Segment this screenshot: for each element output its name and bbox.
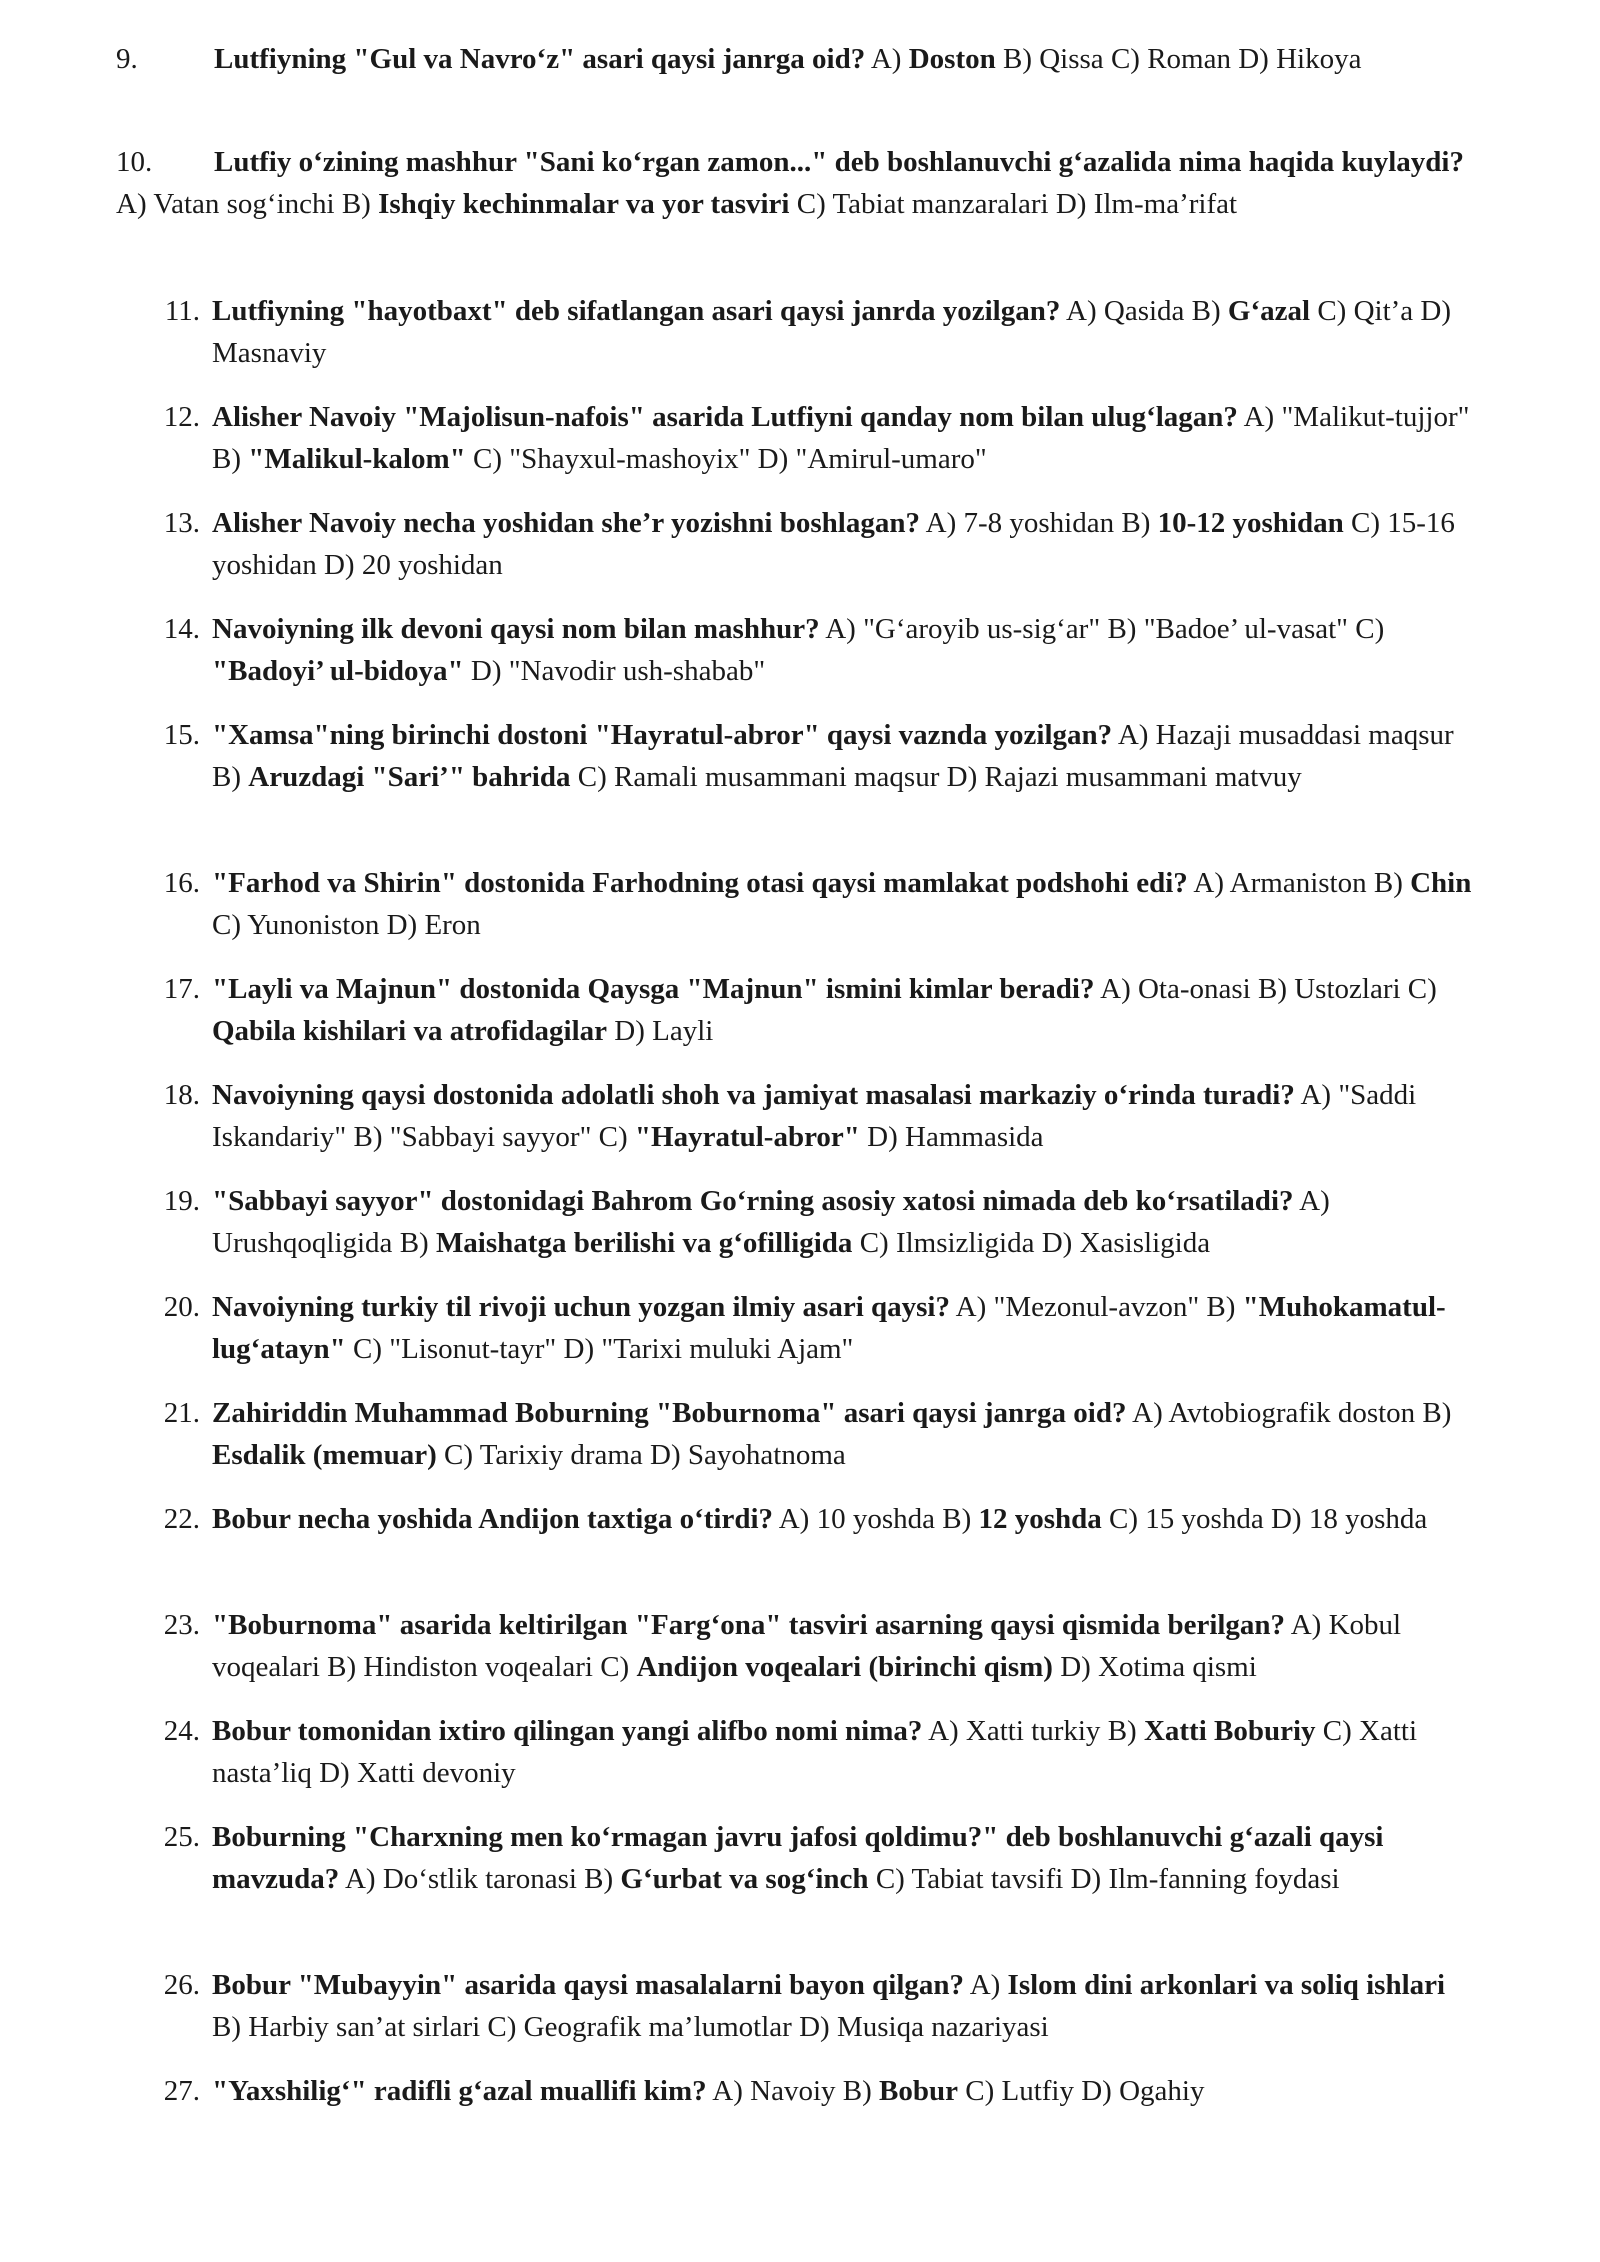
option-label: B) [942, 1503, 972, 1535]
question-12 [150, 396, 1480, 480]
question-body [116, 146, 1464, 220]
question-16 [150, 862, 1480, 946]
correct-answer-text: G‘urbat va sog‘inch [620, 1863, 869, 1895]
question-21 [150, 1392, 1480, 1476]
option-text: Armaniston [1229, 867, 1367, 899]
question-13 [150, 502, 1480, 586]
option-text: "G‘aroyib us-sig‘ar" [863, 613, 1101, 645]
option-label: A) [1100, 973, 1131, 1005]
question-23 [150, 1604, 1480, 1688]
option-label: D) [323, 549, 355, 581]
question-11 [150, 290, 1480, 374]
question-number: 23. [163, 1609, 200, 1641]
option-label: B) [1257, 973, 1287, 1005]
option-label: B) [1422, 1397, 1452, 1429]
question-text: Navoiyning qaysi dostonida adolatli shoh va jamiyat masalasi markaziy o‘rinda turadi? [212, 1079, 1295, 1111]
option-text: Tabiat manzaralari [832, 188, 1049, 220]
option-text: Hikoya [1276, 43, 1362, 75]
question-22 [150, 1498, 1480, 1540]
question-text: Bobur tomonidan ixtiro qilingan yangi alifbo nomi nima? [212, 1715, 923, 1747]
option-text: Ilmsizligida [895, 1227, 1035, 1259]
correct-answer-text: Andijon voqealari (birinchi qism) [636, 1651, 1053, 1683]
question-text: "Xamsa"ning birinchi dostoni "Hayratul-abror" qaysi vaznda yozilgan? [212, 719, 1113, 751]
option-label: C) [796, 188, 826, 220]
option-label: B) [584, 1863, 614, 1895]
question-body [212, 290, 1480, 374]
question-number: 12. [163, 401, 200, 433]
option-label: A) [955, 1291, 987, 1323]
question-number: 22. [163, 1503, 200, 1535]
option-label: B) [341, 188, 371, 220]
option-label: A) [712, 2075, 743, 2107]
question-body [212, 1392, 1480, 1476]
option-text: Xatti turkiy [965, 1715, 1101, 1747]
question-text: "Sabbayi sayyor" dostonidagi Bahrom Go‘rning asosiy xatosi nimada deb ko‘rsatiladi? [212, 1185, 1294, 1217]
option-label: D) [563, 1333, 595, 1365]
option-label: D) [470, 655, 502, 687]
option-label: A) [1066, 295, 1097, 327]
option-label: D) [1055, 188, 1087, 220]
question-number: 19. [163, 1185, 200, 1217]
question-number: 15. [163, 719, 200, 751]
option-label: C) [212, 909, 241, 941]
option-label: D) [650, 1439, 681, 1471]
question-text: Lutfiyning "hayotbaxt" deb sifatlangan asari qaysi janrda yozilgan? [212, 295, 1061, 327]
option-label: D) [1270, 1503, 1302, 1535]
question-body [212, 1286, 1480, 1370]
option-label: B) [1191, 295, 1221, 327]
question-number: 25. [163, 1821, 200, 1853]
option-text: 15 yoshda [1145, 1503, 1264, 1535]
option-label: A) [1290, 1609, 1322, 1641]
option-label: A) [825, 613, 856, 645]
correct-answer-text: 12 yoshda [978, 1503, 1102, 1535]
option-label: A) [1132, 1397, 1163, 1429]
question-14 [150, 608, 1480, 692]
option-label: C) [875, 1863, 905, 1895]
option-label: B) [1107, 1715, 1137, 1747]
question-number: 16. [163, 867, 200, 899]
question-number: 11. [164, 295, 200, 327]
question-number: 10. [116, 146, 153, 178]
question-number: 26. [163, 1969, 200, 2001]
question-body [212, 608, 1480, 692]
question-number: 21. [163, 1397, 200, 1429]
question-number: 17. [163, 973, 200, 1005]
question-27 [150, 2070, 1480, 2112]
option-label: A) [778, 1503, 810, 1535]
option-text: 15-16 yoshidan [212, 507, 1455, 581]
option-label: A) [1300, 1079, 1332, 1111]
question-15 [150, 714, 1480, 798]
question-number: 20. [163, 1291, 200, 1323]
question-body [212, 1816, 1480, 1900]
option-text: 10 yoshda [816, 1503, 935, 1535]
option-label: B) [212, 443, 241, 475]
option-text: Hammasida [905, 1121, 1044, 1153]
question-body [212, 1604, 1480, 1688]
correct-answer-text: Aruzdagi "Sari’" bahrida [248, 761, 571, 793]
option-label: C) [1322, 1715, 1352, 1747]
option-text: Lutfiy [1001, 2075, 1074, 2107]
option-text: Ota-onasi [1137, 973, 1251, 1005]
option-label: A) [1117, 719, 1149, 751]
question-number: 24. [163, 1715, 200, 1747]
option-label: B) [1002, 43, 1032, 75]
question-18 [150, 1074, 1480, 1158]
correct-answer-text: Ishqiy kechinmalar va yor tasviri [378, 188, 790, 220]
option-label: C) [444, 1439, 473, 1471]
option-label: C) [1109, 1503, 1139, 1535]
option-text: Geografik ma’lumotlar [523, 2011, 792, 2043]
question-text: Zahiriddin Muhammad Boburning "Boburnoma" asari qaysi janrga oid? [212, 1397, 1127, 1429]
option-label: B) [212, 2011, 241, 2043]
option-label: B) [1121, 507, 1151, 539]
option-text: "Amirul-umaro" [795, 443, 987, 475]
correct-answer-text: "Muhokamatul-lug‘atayn" [212, 1291, 1446, 1365]
option-label: A) [969, 1969, 1001, 2001]
question-text: Alisher Navoiy "Majolisun-nafois" asarida Lutfiyni qanday nom bilan ulug‘lagan? [212, 401, 1238, 433]
option-text: "Saddi Iskandariy" [212, 1079, 1417, 1153]
option-label: A) [925, 507, 957, 539]
question-body [212, 862, 1480, 946]
option-text: "Navodir ush-shabab" [508, 655, 766, 687]
option-text: Tabiat tavsifi [911, 1863, 1064, 1895]
question-body [212, 1498, 1480, 1540]
option-label: C) [487, 2011, 517, 2043]
question-text: Navoiyning turkiy til rivoji uchun yozgan ilmiy asari qaysi? [212, 1291, 950, 1323]
option-label: D) [1070, 1863, 1102, 1895]
option-text: Layli [652, 1015, 714, 1047]
question-25 [150, 1816, 1480, 1900]
question-body [212, 1180, 1480, 1264]
question-body [212, 1074, 1480, 1158]
option-label: B) [353, 1121, 383, 1153]
question-number: 9. [116, 43, 138, 75]
option-label: D) [1060, 1651, 1091, 1683]
option-label: D) [1041, 1227, 1073, 1259]
question-body [212, 714, 1480, 798]
option-text: Musiqa nazariyasi [836, 2011, 1049, 2043]
question-9 [116, 38, 1476, 80]
question-body [212, 396, 1480, 480]
option-label: C) [600, 1651, 630, 1683]
option-label: C) [1317, 295, 1347, 327]
option-label: B) [842, 2075, 872, 2107]
option-text: Ustozlari [1294, 973, 1401, 1005]
question-19 [150, 1180, 1480, 1264]
option-text: Vatan sog‘inchi [153, 188, 335, 220]
option-text: Kobul voqealari [212, 1609, 1402, 1683]
question-text: "Boburnoma" asarida keltirilgan "Farg‘ona" tasviri asarning qaysi qismida berilgan? [212, 1609, 1286, 1641]
correct-answer-text: Chin [1410, 867, 1472, 899]
correct-answer-text: 10-12 yoshidan [1157, 507, 1344, 539]
option-label: A) [1243, 401, 1275, 433]
option-text: "Malikut-tujjor" [1281, 401, 1470, 433]
correct-answer-text: Doston [908, 43, 996, 75]
option-text: Hazaji musaddasi maqsur [1155, 719, 1454, 751]
option-text: Urushqoqligida [212, 1227, 393, 1259]
question-24 [150, 1710, 1480, 1794]
option-label: B) [1206, 1291, 1236, 1323]
option-label: C) [1110, 43, 1140, 75]
question-body [214, 43, 1361, 75]
option-text: Ramali musammani maqsur [613, 761, 940, 793]
option-text: Ilm-ma’rifat [1093, 188, 1238, 220]
question-text: Lutfiyning "Gul va Navro‘z" asari qaysi janrga oid? [214, 43, 866, 75]
option-text: "Shayxul-mashoyix" [509, 443, 751, 475]
option-text: Qit’a [1353, 295, 1414, 327]
option-label: B) [212, 761, 241, 793]
option-label: D) [946, 761, 978, 793]
question-text: "Layli va Majnun" dostonida Qaysga "Majnun" ismini kimlar beradi? [212, 973, 1095, 1005]
option-label: D) [614, 1015, 645, 1047]
option-label: D) [867, 1121, 898, 1153]
question-20 [150, 1286, 1480, 1370]
question-text: Bobur "Mubayyin" asarida qaysi masalalarni bayon qilgan? [212, 1969, 965, 2001]
option-label: C) [859, 1227, 889, 1259]
option-label: A) [1299, 1185, 1330, 1217]
question-number: 18. [163, 1079, 200, 1111]
correct-answer-text: Bobur [879, 2075, 958, 2107]
correct-answer-text: Maishatga berilishi va g‘ofilligida [435, 1227, 853, 1259]
option-text: Eron [424, 909, 481, 941]
question-17 [150, 968, 1480, 1052]
option-text: Rajazi musammani matvuy [984, 761, 1302, 793]
question-text: Bobur necha yoshida Andijon taxtiga o‘tirdi? [212, 1503, 774, 1535]
option-label: C) [1351, 507, 1380, 539]
option-label: B) [327, 1651, 357, 1683]
question-number: 27. [163, 2075, 200, 2107]
question-body [212, 1710, 1480, 1794]
option-text: Xasisligida [1079, 1227, 1211, 1259]
option-text: "Tarixi muluki Ajam" [601, 1333, 854, 1365]
question-text: Alisher Navoiy necha yoshidan she’r yozishni boshlagan? [212, 507, 920, 539]
option-label: C) [1407, 973, 1437, 1005]
question-text: "Yaxshilig‘" radifli g‘azal muallifi kim? [212, 2075, 707, 2107]
question-26 [150, 1964, 1480, 2048]
correct-answer-text: Qabila kishilari va atrofidagilar [212, 1015, 608, 1047]
option-label: D) [1238, 43, 1269, 75]
option-text: Harbiy san’at sirlari [248, 2011, 481, 2043]
question-text: Lutfiy o‘zining mashhur "Sani ko‘rgan zamon..." deb boshlanuvchi g‘azalida nima haqida kuylaydi? [214, 146, 1464, 178]
option-label: A) [928, 1715, 959, 1747]
correct-answer-text: Islom dini arkonlari va soliq ishlari [1007, 1969, 1446, 2001]
option-label: A) [344, 1863, 376, 1895]
option-text: Do‘stlik taronasi [382, 1863, 577, 1895]
option-text: Tarixiy drama [479, 1439, 643, 1471]
question-body [212, 2070, 1480, 2112]
option-label: B) [399, 1227, 429, 1259]
option-text: Ilm-fanning foydasi [1108, 1863, 1340, 1895]
option-text: "Badoe’ ul-vasat" [1143, 613, 1349, 645]
option-label: C) [352, 1333, 382, 1365]
correct-answer-text: "Badoyi’ ul-bidoya" [212, 655, 464, 687]
question-10 [116, 141, 1476, 225]
option-text: "Sabbayi sayyor" [389, 1121, 592, 1153]
correct-answer-text: Esdalik (memuar) [212, 1439, 437, 1471]
question-number: 14. [163, 613, 200, 645]
option-label: D) [799, 2011, 830, 2043]
option-text: Roman [1147, 43, 1231, 75]
question-number: 13. [163, 507, 200, 539]
option-label: A) [1193, 867, 1225, 899]
option-label: A) [870, 43, 902, 75]
option-text: Yunoniston [247, 909, 380, 941]
option-text: Xatti nasta’liq [212, 1715, 1418, 1789]
option-text: Masnaviy [212, 337, 327, 369]
option-text: Navoiy [750, 2075, 836, 2107]
option-label: D) [1420, 295, 1452, 327]
option-label: D) [1081, 2075, 1112, 2107]
option-text: Qasida [1103, 295, 1185, 327]
option-text: Avtobiografik doston [1168, 1397, 1416, 1429]
question-body [212, 968, 1480, 1052]
option-text: Xatti devoniy [356, 1757, 516, 1789]
option-label: C) [577, 761, 607, 793]
option-label: C) [473, 443, 502, 475]
option-label: D) [319, 1757, 350, 1789]
correct-answer-text: Xatti Boburiy [1143, 1715, 1316, 1747]
correct-answer-text: G‘azal [1227, 295, 1311, 327]
option-text: "Mezonul-avzon" [993, 1291, 1200, 1323]
question-body [212, 502, 1480, 586]
option-label: D) [757, 443, 789, 475]
correct-answer-text: "Malikul-kalom" [248, 443, 466, 475]
question-text: Navoiyning ilk devoni qaysi nom bilan mashhur? [212, 613, 820, 645]
option-label: D) [386, 909, 418, 941]
option-text: 7-8 yoshidan [963, 507, 1115, 539]
option-text: 18 yoshda [1308, 1503, 1428, 1535]
option-label: C) [965, 2075, 995, 2107]
question-body [212, 1964, 1480, 2048]
option-text: Ogahiy [1119, 2075, 1205, 2107]
option-label: A) [116, 188, 147, 220]
correct-answer-text: "Hayratul-abror" [634, 1121, 860, 1153]
option-text: Hindiston voqealari [363, 1651, 593, 1683]
option-text: Qissa [1039, 43, 1104, 75]
question-text: "Farhod va Shirin" dostonida Farhodning otasi qaysi mamlakat podshohi edi? [212, 867, 1188, 899]
option-text: 20 yoshidan [361, 549, 503, 581]
option-text: Sayohatnoma [687, 1439, 846, 1471]
option-label: B) [1373, 867, 1403, 899]
option-text: Xotima qismi [1098, 1651, 1257, 1683]
option-label: B) [1107, 613, 1137, 645]
option-label: C) [1355, 613, 1385, 645]
option-text: "Lisonut-tayr" [389, 1333, 557, 1365]
question-text: Boburning "Charxning men ko‘rmagan javru jafosi qoldimu?" deb boshlanuvchi g‘azali qaysi mavzuda? [212, 1821, 1384, 1895]
option-label: C) [598, 1121, 628, 1153]
